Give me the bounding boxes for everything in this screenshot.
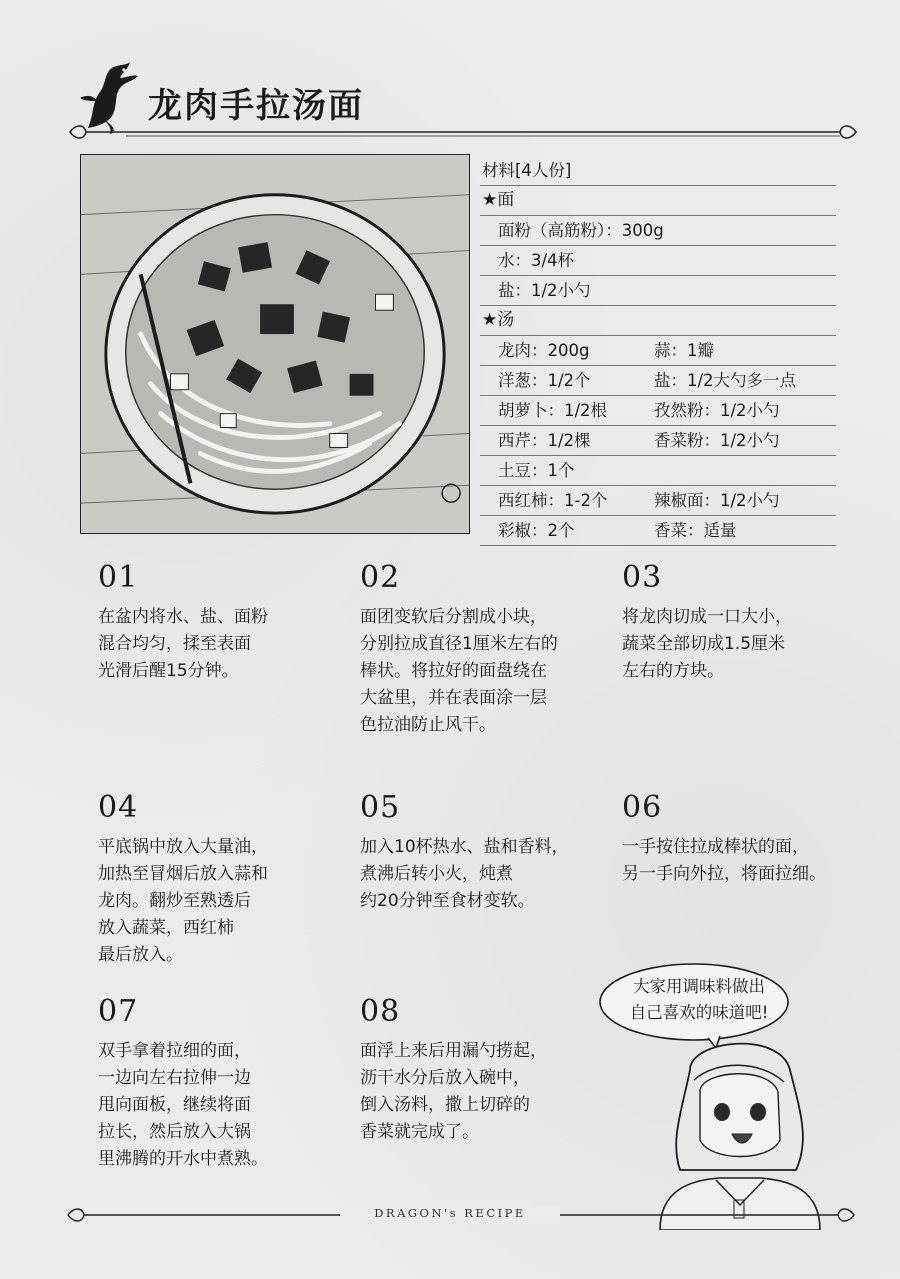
ingredient-row (480, 366, 836, 396)
soup-section-text: ★汤 (482, 310, 515, 330)
title-block (66, 52, 860, 142)
ingredient-item: 盐：1/2小勺 (498, 281, 591, 300)
step-text-line: 光滑后醒15分钟。 (98, 661, 239, 681)
ingredient-item: 香菜：适量 (654, 521, 737, 540)
speech-bubble-text (614, 974, 784, 1026)
step-text-line: 里沸腾的开水中煮熟。 (98, 1149, 268, 1169)
step-text-line: 棒状。将拉好的面盘绕在 (360, 661, 547, 681)
step-text-line: 约20分钟至食材变软。 (360, 891, 535, 911)
step-text-line: 一边向左右拉伸一边 (98, 1068, 251, 1088)
ingredient-item: 西红柿：1-2个 (498, 491, 608, 510)
step-text-line: 一手按住拉成棒状的面， (622, 837, 809, 857)
ingredient-item: 龙肉：200g (498, 341, 590, 360)
ingredient-row (480, 336, 836, 366)
step-number: 03 (622, 560, 663, 595)
step-text-line: 另一手向外拉，将面拉细。 (622, 864, 826, 884)
ingredient-row (480, 276, 836, 306)
title-underline-ornament (66, 120, 860, 144)
step-text-line: 面浮上来后用漏勺捞起， (360, 1041, 547, 1061)
bubble-line: 大家用调味料做出 (633, 977, 765, 996)
ingredient-item: 土豆：1个 (498, 461, 575, 480)
step-number: 02 (360, 560, 401, 595)
step-text-line: 在盆内将水、盐、面粉 (98, 607, 268, 627)
step-number: 05 (360, 790, 401, 825)
step-08 (360, 994, 610, 1146)
step-text-line: 煮沸后转小火，炖煮 (360, 864, 513, 884)
ingredient-item: 胡萝卜：1/2根 (498, 401, 608, 420)
ingredient-row (480, 396, 836, 426)
ingredient-row (480, 216, 836, 246)
step-text-line: 加入10杯热水、盐和香料， (360, 837, 569, 857)
soup-section-heading (480, 306, 836, 336)
ingredient-item: 蒜：1瓣 (654, 341, 714, 360)
footer-title: DRAGON's RECIPE (340, 1206, 560, 1220)
step-03 (622, 560, 872, 685)
step-text-line: 甩向面板，继续将面 (98, 1095, 251, 1115)
step-number: 04 (98, 790, 139, 825)
noodle-section-heading (480, 186, 836, 216)
ingredient-row (480, 246, 836, 276)
step-text-line: 蔬菜全部切成1.5厘米 (622, 634, 786, 654)
dish-illustration (80, 154, 470, 534)
step-text-line: 分别拉成直径1厘米左右的 (360, 634, 558, 654)
step-text-line: 双手拿着拉细的面， (98, 1041, 251, 1061)
step-number: 06 (622, 790, 663, 825)
step-04 (98, 790, 348, 969)
ingredient-item: 水：3/4杯 (498, 251, 575, 270)
step-07 (98, 994, 348, 1173)
step-text-line: 面团变软后分割成小块， (360, 607, 547, 627)
step-number: 08 (360, 994, 401, 1029)
step-number: 07 (98, 994, 139, 1029)
ingredient-row (480, 426, 836, 456)
ingredient-item: 洋葱：1/2个 (498, 371, 591, 390)
step-text-line: 加热至冒烟后放入蒜和 (98, 864, 268, 884)
step-text-line: 拉长，然后放入大锅 (98, 1122, 251, 1142)
step-text-line: 龙肉。翻炒至熟透后 (98, 891, 251, 911)
page-title: 龙肉手拉汤面 (148, 86, 364, 126)
ingredient-item: 辣椒面：1/2小勺 (654, 491, 780, 510)
step-text-line: 混合均匀，揉至表面 (98, 634, 251, 654)
step-text-line: 将龙肉切成一口大小， (622, 607, 792, 627)
step-02 (360, 560, 610, 739)
ingredient-row (480, 456, 836, 486)
step-01 (98, 560, 348, 685)
ingredient-item: 面粉（高筋粉）：300g (498, 221, 664, 240)
step-text-line: 香菜就完成了。 (360, 1122, 479, 1142)
step-text-line: 色拉油防止风干。 (360, 715, 496, 735)
ingredient-row (480, 516, 836, 546)
ingredients-header-text: 材料[4人份] (482, 161, 572, 180)
ingredient-item: 西芹：1/2棵 (498, 431, 591, 450)
ingredient-item: 彩椒：2个 (498, 521, 575, 540)
ingredient-item: 孜然粉：1/2小勺 (654, 401, 780, 420)
step-06 (622, 790, 872, 888)
step-text-line: 沥干水分后放入碗中， (360, 1068, 530, 1088)
ingredients-header (480, 156, 836, 186)
ingredients-list (480, 156, 836, 546)
step-text-line: 倒入汤料，撒上切碎的 (360, 1095, 530, 1115)
step-text-line: 大盆里，并在表面涂一层 (360, 688, 547, 708)
bubble-line: 自己喜欢的味道吧! (629, 1003, 769, 1022)
step-05 (360, 790, 610, 915)
ingredient-item: 盐：1/2大勺多一点 (654, 371, 797, 390)
ingredient-item: 香菜粉：1/2小勺 (654, 431, 780, 450)
step-text-line: 最后放入。 (98, 945, 183, 965)
ingredient-row (480, 486, 836, 516)
noodle-section-text: ★面 (482, 190, 515, 210)
step-text-line: 左右的方块。 (622, 661, 724, 681)
step-text-line: 平底锅中放入大量油， (98, 837, 268, 857)
step-number: 01 (98, 560, 139, 595)
step-text-line: 放入蔬菜，西红柿 (98, 918, 234, 938)
character-illustration (620, 1030, 850, 1230)
